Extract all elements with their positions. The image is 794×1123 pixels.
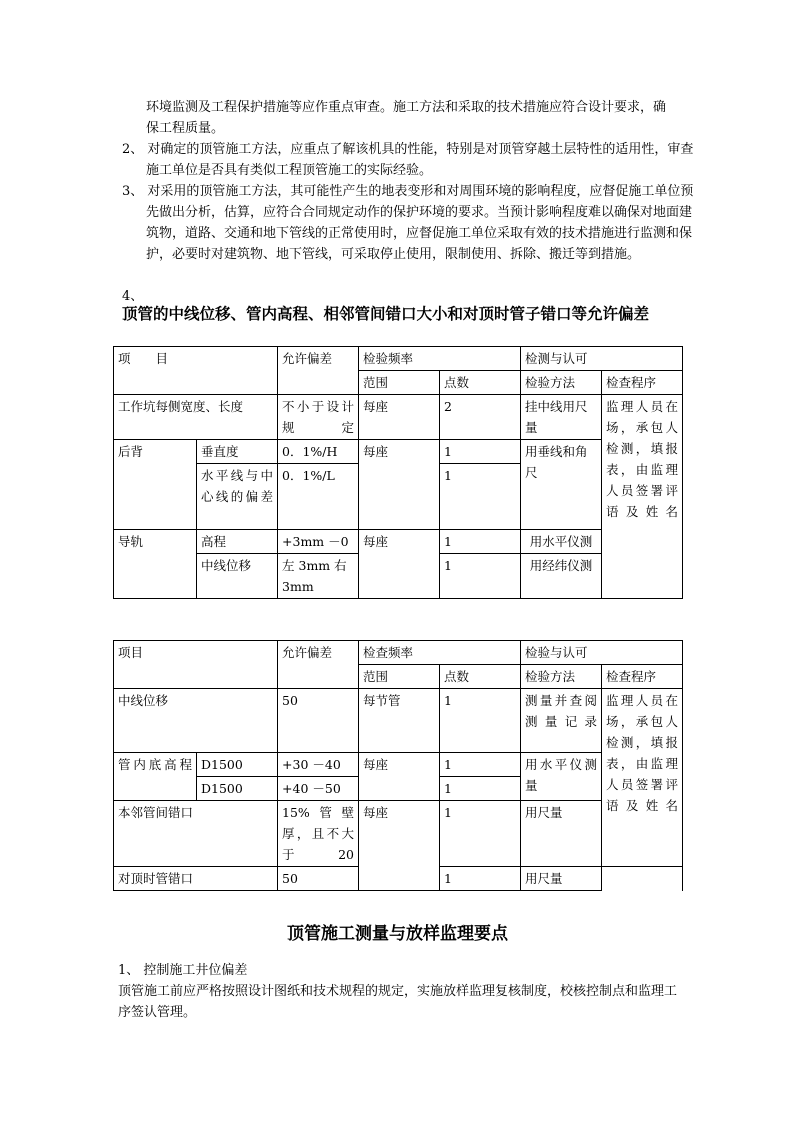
tolerance-table-1 (113, 346, 683, 599)
t1-r1-range: 每座 (359, 395, 440, 440)
t2-r4-points: 1 (440, 801, 521, 867)
t2-r1-points: 1 (440, 689, 521, 753)
t1-r1-dev: 不小于设计规定 (278, 395, 359, 440)
t1-r5-method: 用经纬仪测 (521, 554, 602, 599)
t2-header-method: 检验方法 (521, 665, 602, 689)
heading-tolerance: 顶管的中线位移、管内高程、相邻管间错口大小和对顶时管子错口等允许偏差 (122, 304, 650, 323)
t1-r3-points: 1 (440, 464, 521, 530)
t2-header-range: 范围 (359, 665, 440, 689)
t1-r3-sub: 水平线与中心线的偏差 (197, 464, 278, 530)
t1-r4-sub: 高程 (197, 530, 278, 554)
t1-r5-dev: 左 3mm 右 3mm (278, 554, 359, 599)
intro-line1: 环境监测及工程保护措施等应作重点审查。施工方法和采取的技术措施应符合设计要求，确保工程质量。 (146, 100, 667, 136)
section-sub1: 1、 控制施工井位偏差 (118, 963, 248, 978)
t2-r4-item: 本邻管间错口 (114, 801, 278, 867)
t1-r2-range: 每座 (359, 440, 440, 530)
t2-header-freq: 检查频率 (359, 641, 521, 665)
t1-g2-item: 后背 (114, 440, 197, 530)
t1-r2-points: 1 (440, 440, 521, 464)
t1-r4-method: 用水平仪测 (521, 530, 602, 554)
t1-r3-dev: 0．1%/L (278, 464, 359, 530)
t2-r1-item: 中线位移 (114, 689, 278, 753)
intro-item-3: 3、 对采用的顶管施工方法，其可能性产生的地表变形和对周围环境的影响程度，应督促施工单位预先做出分析，估算，应符合合同规定动作的保护环境的要求。当预计影响程度难以确保对地面建筑物，道路、交通和地下管线的正常使用时，应督促施工单位采取有效的技术措施进行监测和保护，必要时对建筑物、地下管线，可采取停止使用，限制使用、拆除、搬迁等到措施。 (122, 184, 694, 262)
t2-header-points: 点数 (440, 665, 521, 689)
t1-r1-points: 2 (440, 395, 521, 440)
t2-r2-points: 1 (440, 753, 521, 777)
t2-r5-points: 1 (440, 867, 521, 891)
t2-r3-points: 1 (440, 777, 521, 801)
t1-header-proc: 检查程序 (602, 371, 683, 395)
t2-r5-method: 用尺量 (521, 867, 602, 891)
t1-header-dev: 允许偏差 (278, 347, 359, 395)
t2-header-dev: 允许偏差 (278, 641, 359, 689)
t1-r2-sub: 垂直度 (197, 440, 278, 464)
t1-header-item: 项 目 (114, 347, 278, 395)
t2-g2-item: 管内底高程 (114, 753, 197, 801)
t1-header-check: 检测与认可 (521, 347, 683, 371)
t2-r3-sub: D1500 (197, 777, 278, 801)
t2-r5-dev: 50 (278, 867, 359, 891)
t2-r5-item: 对顶时管错口 (114, 867, 278, 891)
t2-r4-dev: 15%管壁厚，且不大于 20 (278, 801, 359, 867)
t2-r1-range: 每节管 (359, 689, 440, 753)
t1-r2-method: 用垂线和角尺 (521, 440, 602, 530)
t2-r2-range: 每座 (359, 753, 440, 801)
t1-header-points: 点数 (440, 371, 521, 395)
t2-header-proc: 检查程序 (602, 665, 683, 689)
t1-header-freq: 检验频率 (359, 347, 521, 371)
t1-proc: 监理人员在场，承包人检测，填报表，由监理人员签署评语及姓名 (602, 395, 683, 599)
t1-r4-range: 每座 (359, 530, 440, 599)
t1-g4-item: 导轨 (114, 530, 197, 599)
tolerance-table-2 (113, 640, 683, 891)
t1-r4-dev: +3mm －0 (278, 530, 359, 554)
t2-header-check: 检验与认可 (521, 641, 683, 665)
t2-proc: 监理人员在场，承包人检测，填报表，由监理人员签署评语及姓名 (602, 689, 683, 867)
t1-r5-points: 1 (440, 554, 521, 599)
t1-header-range: 范围 (359, 371, 440, 395)
section-body: 顶管施工前应严格按照设计图纸和技术规程的规定，实施放样监理复核制度，校核控制点和监理工序签认管理。 (118, 984, 678, 1020)
t1-r1-item: 工作坑每侧宽度、长度 (114, 395, 278, 440)
t1-header-method: 检验方法 (521, 371, 602, 395)
intro-item-4: 4、 (122, 289, 144, 304)
t2-r3-dev: +40 －50 (278, 777, 359, 801)
t1-r4-points: 1 (440, 530, 521, 554)
t1-r1-method: 挂中线用尺量 (521, 395, 602, 440)
t2-r2-method: 用水平仪测量 (521, 753, 602, 801)
t2-r1-method: 测量并查阅测量记录 (521, 689, 602, 753)
section-title: 顶管施工测量与放样监理要点 (287, 924, 508, 944)
intro-item-2: 2、 对确定的顶管施工方法，应重点了解该机具的性能，特别是对顶管穿越土层特性的适用性，审查施工单位是否具有类似工程顶管施工的实际经验。 (122, 142, 694, 178)
t2-r1-dev: 50 (278, 689, 359, 753)
t2-r2-dev: +30 －40 (278, 753, 359, 777)
t2-r4-range: 每座 (359, 801, 440, 891)
t2-r4-method: 用尺量 (521, 801, 602, 867)
t2-r2-sub: D1500 (197, 753, 278, 777)
t1-r5-sub: 中线位移 (197, 554, 278, 599)
t1-r2-dev: 0．1%/H (278, 440, 359, 464)
t2-header-item: 项目 (114, 641, 278, 689)
